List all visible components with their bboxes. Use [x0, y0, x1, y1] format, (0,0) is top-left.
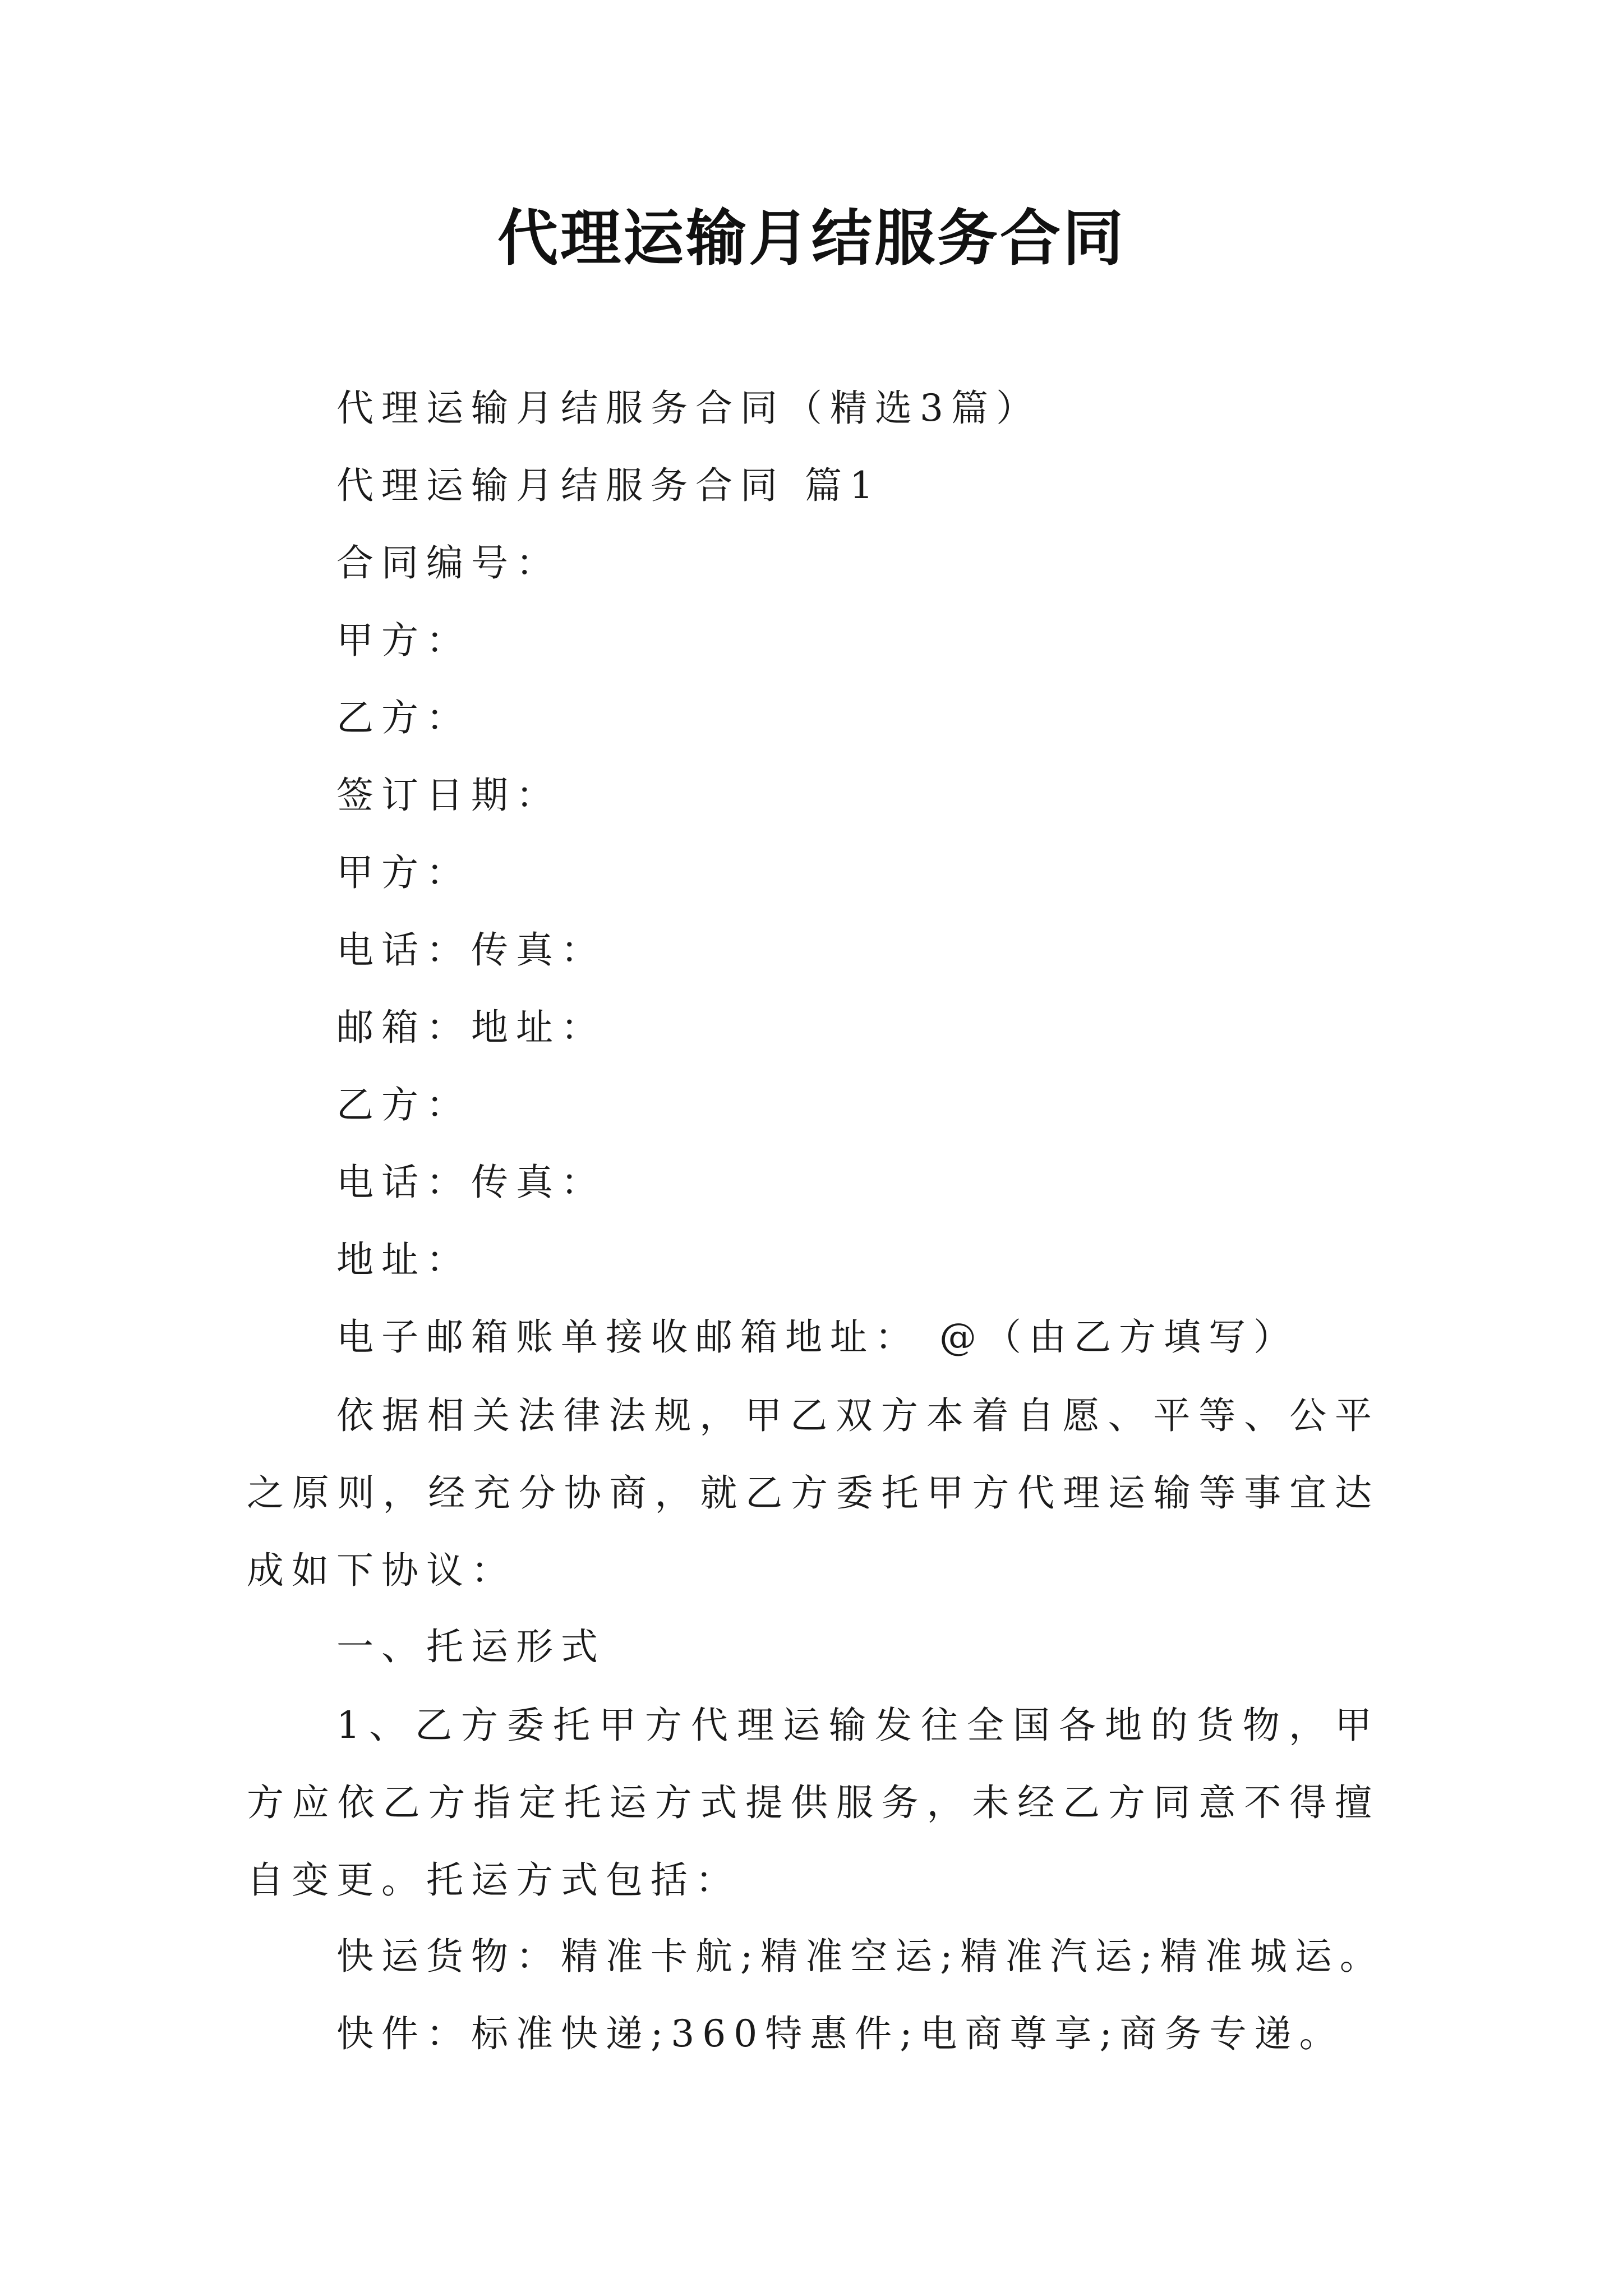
contract-number-field: 合同编号： [336, 541, 561, 585]
document-title: 代理运输月结服务合同 [497, 203, 1126, 274]
section-heading-part-1: 代理运输月结服务合同 篇1 [336, 464, 881, 507]
party-a-phone-fax: 电话：传真： [336, 928, 606, 972]
party-b-field: 乙方： [336, 696, 471, 739]
document-subtitle: 代理运输月结服务合同（精选3篇） [336, 386, 1041, 430]
party-b-address: 地址： [336, 1238, 471, 1281]
signing-date-field: 签订日期： [336, 774, 561, 817]
section-1-heading: 一、托运形式 [336, 1625, 606, 1668]
express-parcel-line: 快件：标准快递;360特惠件;电商尊享;商务专递。 [336, 2012, 1344, 2055]
intro-paragraph: 依据相关法律法规，甲乙双方本着自愿、平等、公平之原则，经充分协商，就乙方委托甲方代理运输等事宜达成如下协议： [247, 1394, 1380, 1592]
billing-email-field: 电子邮箱账单接收邮箱地址： @（由乙方填写） [336, 1315, 1298, 1359]
clause-1-paragraph: 1、乙方委托甲方代理运输发往全国各地的货物，甲方应依乙方指定托运方式提供服务，未经乙方同意不得擅自变更。托运方式包括： [247, 1704, 1380, 1902]
party-a-email-address: 邮箱：地址： [336, 1006, 606, 1049]
party-a-field: 甲方： [336, 619, 471, 662]
party-b-phone-fax: 电话：传真： [336, 1161, 606, 1204]
party-b-label: 乙方： [336, 1083, 471, 1126]
party-a-label: 甲方： [336, 851, 471, 894]
express-freight-line: 快运货物：精准卡航;精准空运;精准汽运;精准城运。 [336, 1935, 1385, 1978]
